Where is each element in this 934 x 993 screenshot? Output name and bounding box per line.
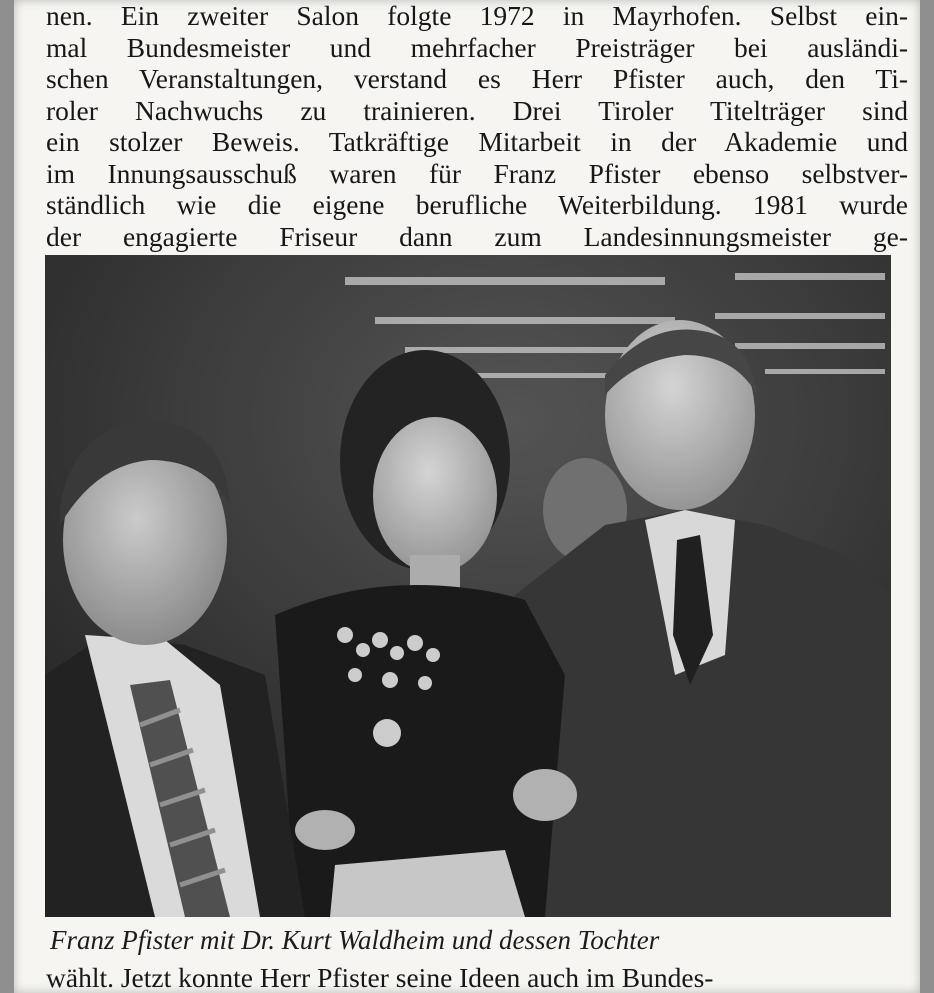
text-line: ständlich wie die eigene berufliche Weiterbildung. 1981 wurde	[46, 189, 908, 220]
text-line: ein stolzer Beweis. Tatkräftige Mitarbeit in der Akademie und	[46, 126, 908, 157]
text-line: mal Bundesmeister und mehrfacher Preisträger bei ausländi-	[46, 31, 908, 63]
photo	[45, 255, 891, 917]
text-line: nen. Ein zweiter Salon folgte 1972 in Mayrhofen. Selbst ein-	[46, 0, 908, 31]
article-text-bottom: wählt. Jetzt konnte Herr Pfister seine Ideen auch im Bundes-	[46, 962, 714, 993]
text-line: der engagierte Friseur dann zum Landesinnungsmeister ge-	[46, 220, 908, 252]
photo-caption: Franz Pfister mit Dr. Kurt Waldheim und dessen Tochter	[50, 925, 660, 955]
text-line: im Innungsausschuß waren für Franz Pfister ebenso selbstver-	[46, 157, 908, 189]
article-text-top	[46, 0, 908, 252]
photo-illustration	[45, 255, 891, 917]
text-line: schen Veranstaltungen, verstand es Herr Pfister auch, den Ti-	[46, 63, 908, 94]
document-page	[14, 0, 920, 993]
text-line: roler Nachwuchs zu trainieren. Drei Tiroler Titelträger sind	[46, 94, 908, 126]
